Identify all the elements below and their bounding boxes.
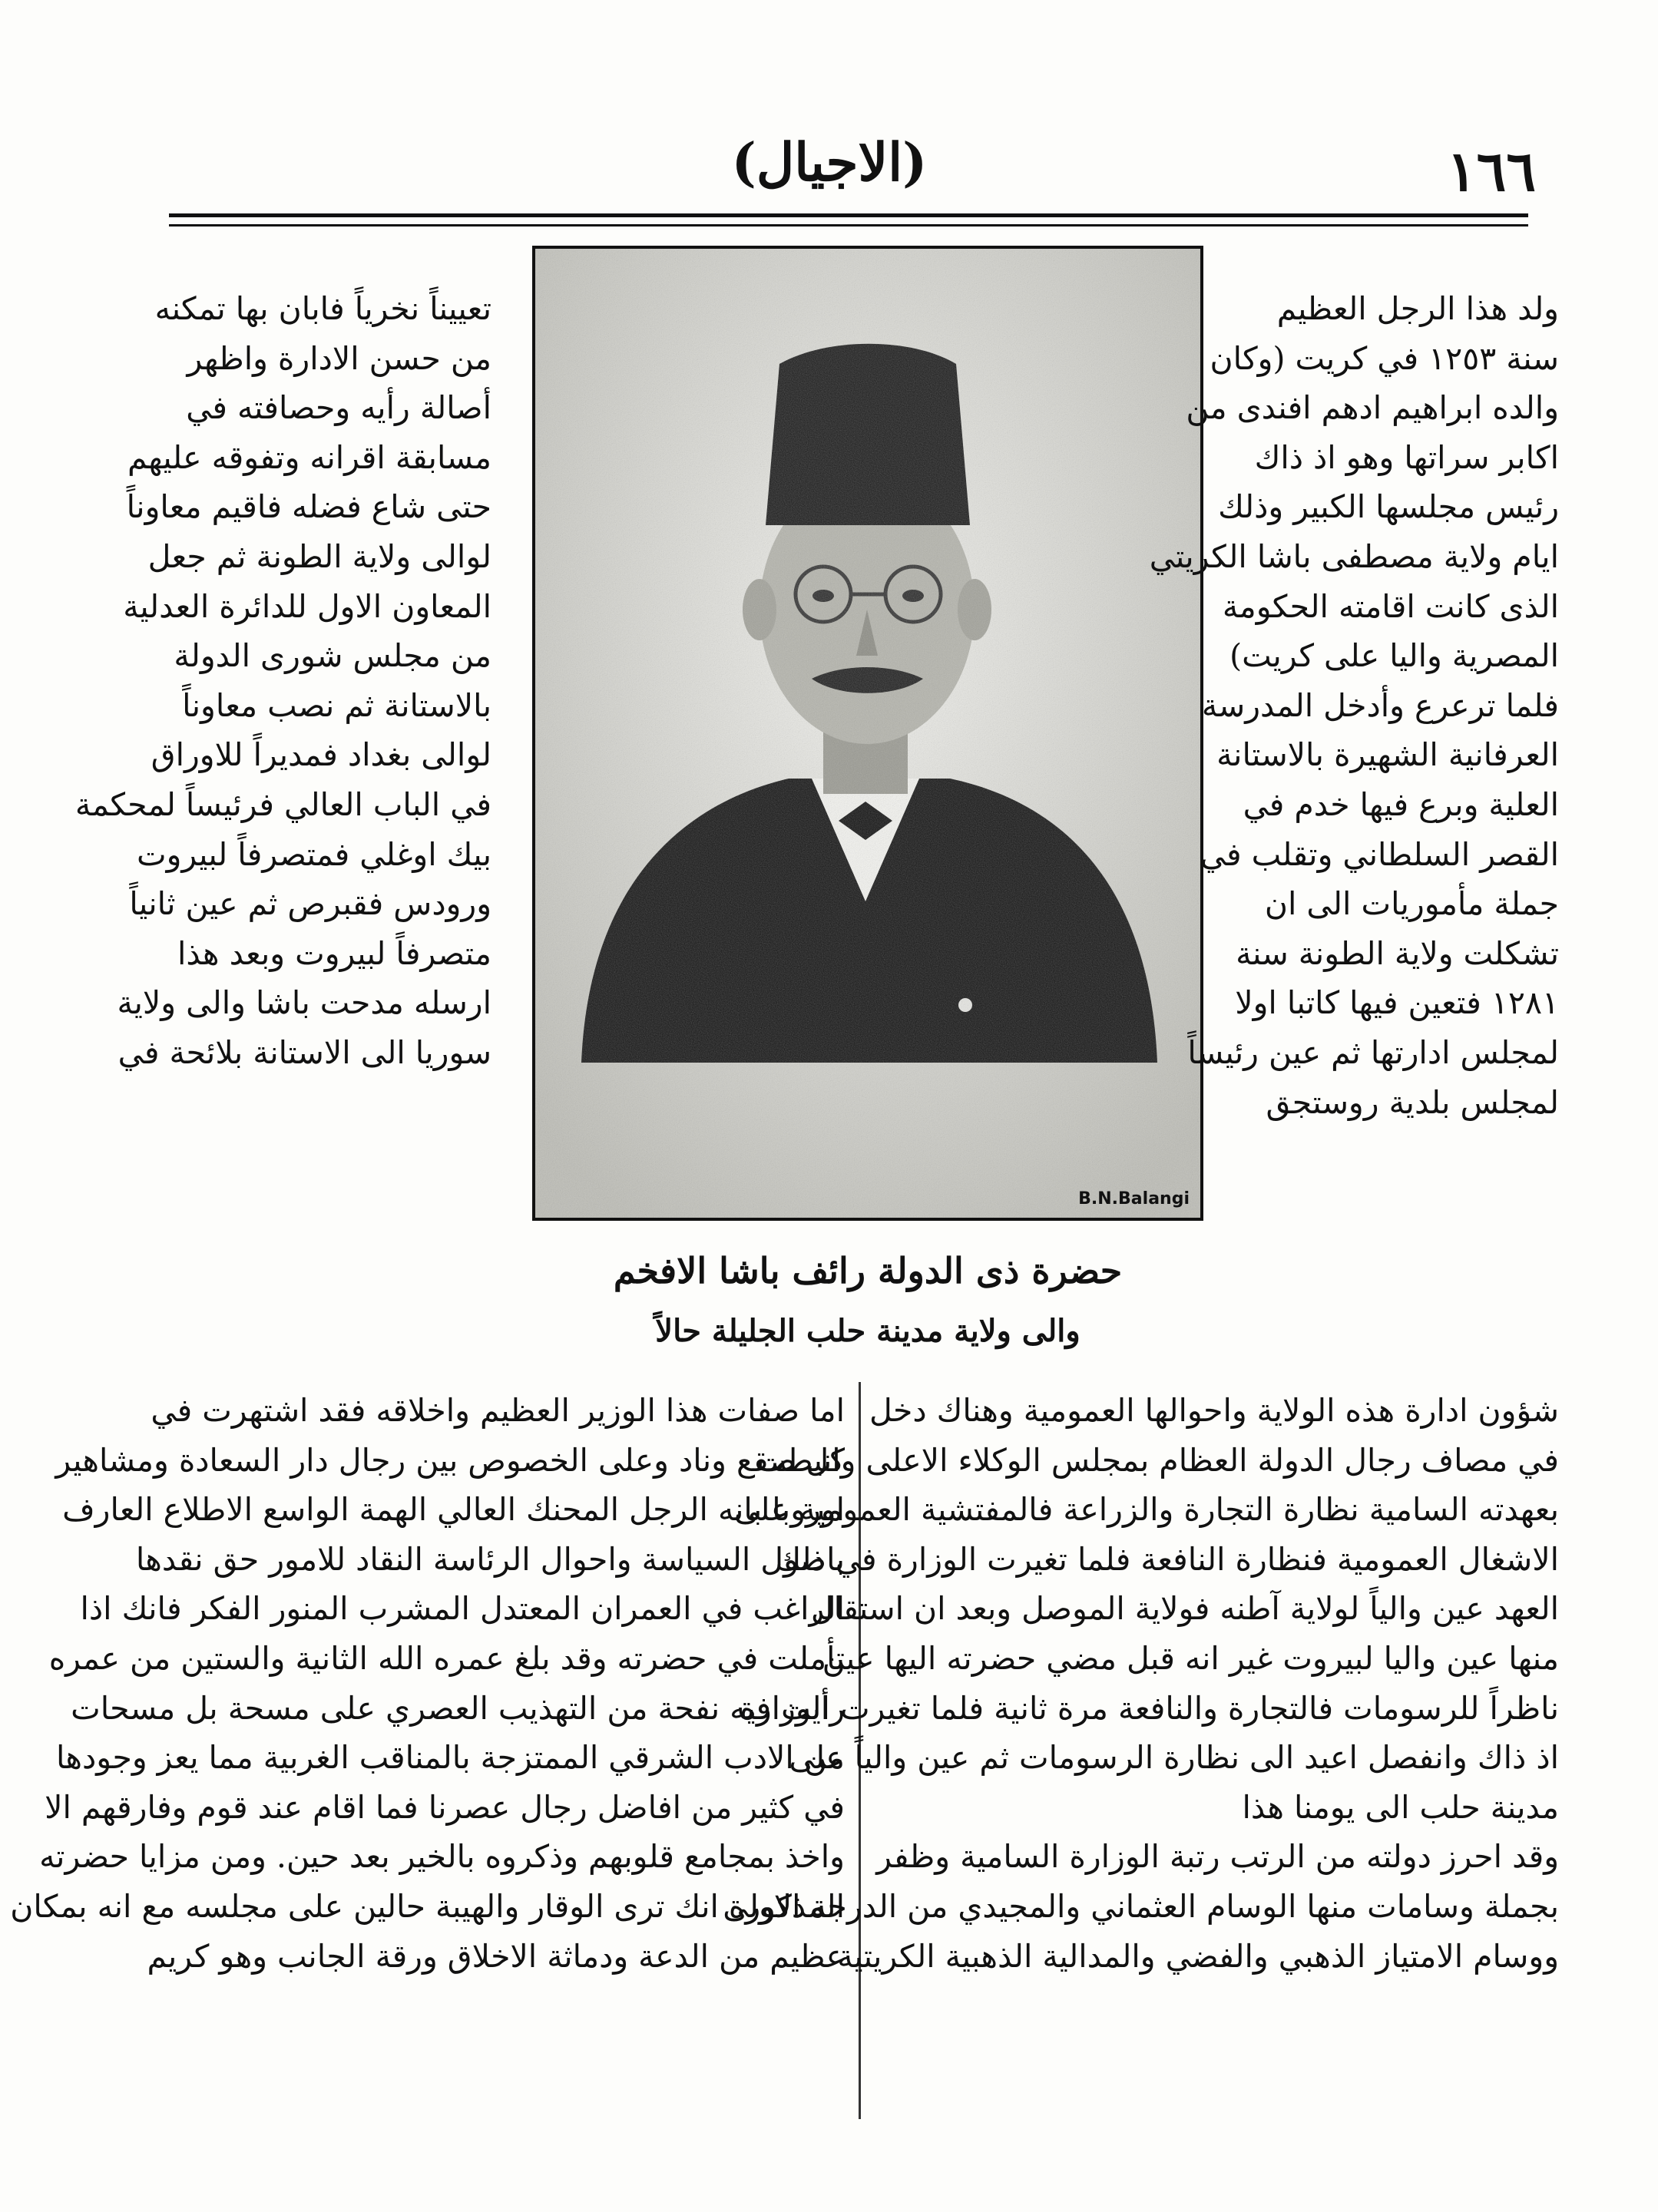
portrait-illustration (535, 249, 1200, 1218)
text-line: وقد احرز دولته من الرتب رتبة الوزارة السامية وظفر (876, 1838, 1559, 1876)
text-line: بجملة وسامات منها الوسام العثماني والمجيدي من الدرجة الاولى (723, 1887, 1559, 1925)
text-line: المصرية واليا على كريت) (1229, 637, 1559, 675)
text-line: حتى شاع فضله فاقيم معاوناً (126, 488, 491, 526)
text-line: اذ ذاك وانفصل اعيد الى نظارة الرسومات ثم عين والياً على (789, 1739, 1559, 1777)
text-line: منها عين واليا لبيروت غير انه قبل مضي حضرته اليها عين (822, 1639, 1559, 1677)
header-rule-thin (169, 224, 1528, 226)
running-title: (الاجيال) (731, 132, 928, 193)
text-line: المذكورة انك ترى الوقار والهيبة حالين على مجلسه مع انه بمكان (10, 1887, 845, 1925)
text-line: لوالى بغداد فمديراً للاوراق (151, 736, 491, 774)
text-line: ارسله مدحت باشا والى ولاية (117, 984, 491, 1022)
portrait-photo (532, 246, 1203, 1221)
column-bottom-right (723, 1386, 1559, 1981)
text-line: عظيم من الدعة ودماثة الاخلاق ورقة الجانب وهو كريم (147, 1937, 845, 1975)
text-line: سوريا الى الاستانة بلائحة في (117, 1033, 491, 1071)
text-line: اكابر سراتها وهو اذ ذاك (1254, 438, 1559, 476)
text-line: باصول السياسة واحوال الرئاسة النقاد للامور حق نقدها (135, 1540, 845, 1578)
text-line: القصر السلطاني وتقلب في (1200, 835, 1559, 873)
text-line: ١٢٨١ فتعين فيها كاتبا اولا (1235, 984, 1559, 1022)
text-line: بيك اوغلي فمتصرفاً لبيروت (136, 835, 491, 873)
text-line: في كثير من افاضل رجال عصرنا فما اقام عند قوم وفارقهم الا (45, 1788, 845, 1826)
text-line: الاشغال العمومية فنظارة النافعة فلما تغيرت الوزارة في ذلك (775, 1540, 1559, 1578)
text-line: ووسام الامتياز الذهبي والفضي والمدالية الذهبية الكريتية (837, 1937, 1559, 1975)
text-line: من الادب الشرقي الممتزجة بالمناقب الغربية مما يعز وجودها (55, 1739, 845, 1777)
text-line: فلما ترعرع وأدخل المدرسة (1201, 686, 1559, 724)
text-line: رأيت فيه نفحة من التهذيب العصري على مسحة بل مسحات (71, 1689, 845, 1727)
text-line: العهد عين والياً لولاية آطنه فولاية الموصل وبعد ان استقال (810, 1590, 1559, 1628)
text-line: ورودس فقبرص ثم عين ثانياً (129, 885, 491, 923)
text-line: لمجلس بلدية روستجق (1266, 1083, 1559, 1121)
text-line: من مجلس شورى الدولة (174, 637, 491, 675)
text-line: لوالى ولاية الطونة ثم جعل (147, 537, 491, 575)
text-line: أصالة رأيه وحصافته في (186, 389, 491, 427)
text-line: بالاستانة ثم نصب معاوناً (182, 686, 491, 724)
text-line: الذى كانت اقامته الحكومة (1222, 587, 1559, 625)
column-right-upper (1149, 284, 1559, 1127)
text-line: اما صفات هذا الوزير العظيم واخلاقه فقد اشتهرت في (151, 1392, 845, 1429)
text-line: والده ابراهيم ادهم افندى من (1186, 389, 1559, 427)
text-line: العلية وبرع فيها خدم في (1243, 785, 1559, 823)
figure-caption-title: حضرة ذى الدولة رائف باشا الافخم (613, 1250, 1123, 1291)
column-bottom-left (10, 1386, 845, 1981)
text-line: مدينة حلب الى يومنا هذا (1242, 1788, 1559, 1826)
text-line: ناظراً للرسومات فالتجارة والنافعة مرة ثانية فلما تغيرت الوزارة (740, 1689, 1559, 1727)
text-line: ايام ولاية مصطفى باشا الكريتي (1149, 537, 1559, 575)
text-line: متصرفاً لبيروت وبعد هذا (177, 934, 491, 972)
page-number: ١٦٦ (1446, 138, 1536, 203)
text-line: في مصاف رجال الدولة العظام بمجلس الوكلاء الاعلى وانيطت (756, 1441, 1559, 1479)
figure-caption-subtitle: والى ولاية مدينة حلب الجليلة حالاً (655, 1313, 1081, 1349)
text-line: تأملت في حضرته وقد بلغ عمره الله الثانية والستين من عمره (48, 1639, 845, 1677)
text-line: مسابقة اقرانه وتفوقه عليهم (127, 438, 491, 476)
text-line: من حسن الادارة واظهر (187, 339, 491, 377)
text-line: اوروبا بانه الرجل المحنك العالي الهمة الواسع الاطلاع العارف (62, 1491, 845, 1529)
text-line: شؤون ادارة هذه الولاية واحوالها العمومية وهناك دخل (869, 1392, 1559, 1429)
photographer-credit: B.N.Balangi (1078, 1189, 1190, 1208)
text-line: العرفانية الشهيرة بالاستانة (1216, 736, 1559, 774)
text-line: تشكلت ولاية الطونة سنة (1236, 934, 1559, 972)
text-line: المعاون الاول للدائرة العدلية (123, 587, 491, 625)
text-line: كل صقع وناد وعلى الخصوص بين رجال دار السعادة ومشاهير (55, 1441, 845, 1479)
header-rule (169, 213, 1528, 217)
text-line: بعهدته السامية نظارة التجارة والزراعة فالمفتشية العمومية على (733, 1491, 1559, 1529)
column-left-upper (74, 284, 491, 1078)
text-line: جملة مأموريات الى ان (1264, 885, 1559, 923)
text-line: في الباب العالي فرئيساً لمحكمة (74, 785, 491, 823)
text-line: واخذ بمجامع قلوبهم وذكروه بالخير بعد حين. ومن مزايا حضرته (39, 1838, 845, 1876)
text-line: ولد هذا الرجل العظيم (1276, 290, 1559, 327)
text-line: سنة ١٢٥٣ في كريت (وكان (1210, 339, 1559, 377)
text-line: تعييناً نخرياً فابان بها تمكنه (154, 290, 491, 327)
text-line: لمجلس ادارتها ثم عين رئيساً (1187, 1033, 1559, 1071)
text-line: رئيس مجلسها الكبير وذلك (1218, 488, 1559, 526)
text-line: الراغب في العمران المعتدل المشرب المنور الفكر فانك اذا (80, 1590, 845, 1628)
